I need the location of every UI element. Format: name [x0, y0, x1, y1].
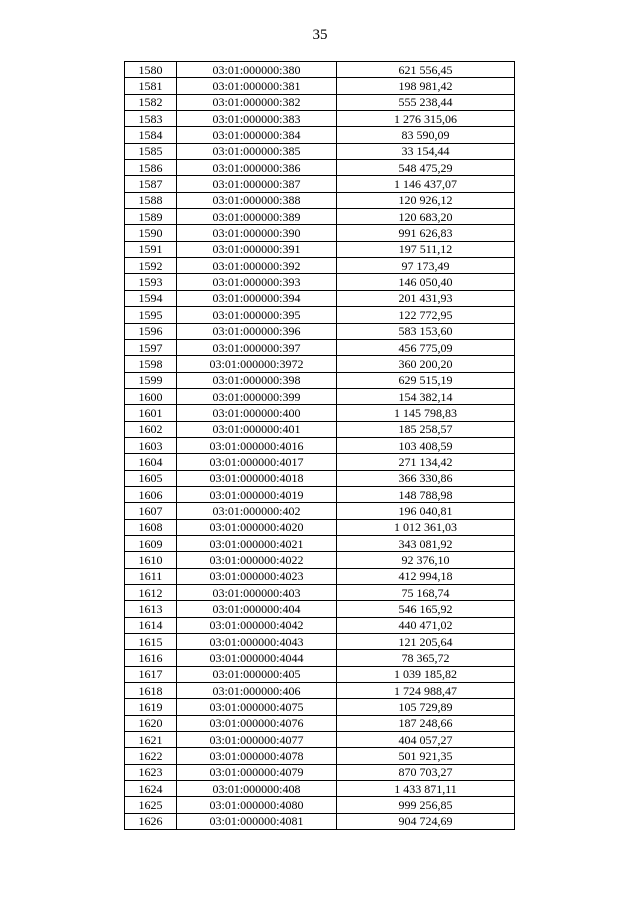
table-row [125, 797, 515, 813]
table-row [125, 62, 515, 78]
table-row [125, 143, 515, 159]
table-row [125, 421, 515, 437]
row-number-cell: 1600 [125, 388, 177, 404]
cadastral-number-cell: 03:01:000000:397 [177, 339, 337, 355]
cadastral-value-table [124, 61, 515, 830]
cadastral-number-cell: 03:01:000000:4081 [177, 813, 337, 829]
row-number-cell: 1620 [125, 715, 177, 731]
cadastral-number-cell: 03:01:000000:408 [177, 781, 337, 797]
row-number-cell: 1622 [125, 748, 177, 764]
row-number-cell: 1614 [125, 617, 177, 633]
cadastral-number-cell: 03:01:000000:4018 [177, 470, 337, 486]
cadastral-number-cell: 03:01:000000:385 [177, 143, 337, 159]
row-number-cell: 1605 [125, 470, 177, 486]
cadastral-value-cell: 1 145 798,83 [337, 405, 515, 421]
table-row [125, 356, 515, 372]
cadastral-value-cell: 583 153,60 [337, 323, 515, 339]
row-number-cell: 1607 [125, 503, 177, 519]
cadastral-number-cell: 03:01:000000:404 [177, 601, 337, 617]
row-number-cell: 1610 [125, 552, 177, 568]
table-row [125, 454, 515, 470]
table-row [125, 813, 515, 829]
cadastral-value-cell: 548 475,29 [337, 160, 515, 176]
cadastral-value-cell: 187 248,66 [337, 715, 515, 731]
row-number-cell: 1599 [125, 372, 177, 388]
cadastral-value-cell: 75 168,74 [337, 585, 515, 601]
cadastral-number-cell: 03:01:000000:4021 [177, 535, 337, 551]
table-row [125, 111, 515, 127]
cadastral-value-cell: 621 556,45 [337, 62, 515, 78]
table-row [125, 160, 515, 176]
row-number-cell: 1592 [125, 258, 177, 274]
cadastral-number-cell: 03:01:000000:383 [177, 111, 337, 127]
table-row [125, 585, 515, 601]
row-number-cell: 1603 [125, 437, 177, 453]
cadastral-number-cell: 03:01:000000:396 [177, 323, 337, 339]
cadastral-value-cell: 92 376,10 [337, 552, 515, 568]
cadastral-number-cell: 03:01:000000:382 [177, 94, 337, 110]
table-row [125, 715, 515, 731]
table-row [125, 274, 515, 290]
table-row [125, 307, 515, 323]
row-number-cell: 1598 [125, 356, 177, 372]
row-number-cell: 1626 [125, 813, 177, 829]
row-number-cell: 1595 [125, 307, 177, 323]
row-number-cell: 1623 [125, 764, 177, 780]
cadastral-number-cell: 03:01:000000:400 [177, 405, 337, 421]
cadastral-number-cell: 03:01:000000:380 [177, 62, 337, 78]
cadastral-value-cell: 105 729,89 [337, 699, 515, 715]
cadastral-number-cell: 03:01:000000:405 [177, 666, 337, 682]
cadastral-value-cell: 1 724 988,47 [337, 683, 515, 699]
table-row [125, 209, 515, 225]
table-row [125, 290, 515, 306]
table-body [125, 62, 515, 830]
table-row [125, 617, 515, 633]
cadastral-number-cell: 03:01:000000:4017 [177, 454, 337, 470]
row-number-cell: 1586 [125, 160, 177, 176]
cadastral-value-cell: 546 165,92 [337, 601, 515, 617]
cadastral-value-cell: 1 146 437,07 [337, 176, 515, 192]
row-number-cell: 1584 [125, 127, 177, 143]
cadastral-value-cell: 271 134,42 [337, 454, 515, 470]
cadastral-value-cell: 440 471,02 [337, 617, 515, 633]
cadastral-number-cell: 03:01:000000:401 [177, 421, 337, 437]
cadastral-value-cell: 120 926,12 [337, 192, 515, 208]
table-row [125, 127, 515, 143]
cadastral-number-cell: 03:01:000000:398 [177, 372, 337, 388]
row-number-cell: 1601 [125, 405, 177, 421]
table-row [125, 225, 515, 241]
table-row [125, 764, 515, 780]
cadastral-value-cell: 148 788,98 [337, 486, 515, 502]
cadastral-number-cell: 03:01:000000:388 [177, 192, 337, 208]
cadastral-number-cell: 03:01:000000:391 [177, 241, 337, 257]
row-number-cell: 1604 [125, 454, 177, 470]
cadastral-number-cell: 03:01:000000:402 [177, 503, 337, 519]
table-row [125, 650, 515, 666]
row-number-cell: 1594 [125, 290, 177, 306]
cadastral-number-cell: 03:01:000000:4080 [177, 797, 337, 813]
cadastral-value-cell: 343 081,92 [337, 535, 515, 551]
cadastral-number-cell: 03:01:000000:406 [177, 683, 337, 699]
row-number-cell: 1596 [125, 323, 177, 339]
table-row [125, 781, 515, 797]
table-row [125, 470, 515, 486]
cadastral-value-cell: 456 775,09 [337, 339, 515, 355]
cadastral-value-cell: 33 154,44 [337, 143, 515, 159]
table-row [125, 388, 515, 404]
row-number-cell: 1616 [125, 650, 177, 666]
cadastral-number-cell: 03:01:000000:4022 [177, 552, 337, 568]
cadastral-number-cell: 03:01:000000:389 [177, 209, 337, 225]
page-number: 35 [312, 27, 328, 43]
cadastral-number-cell: 03:01:000000:4079 [177, 764, 337, 780]
row-number-cell: 1611 [125, 568, 177, 584]
cadastral-number-cell: 03:01:000000:392 [177, 258, 337, 274]
row-number-cell: 1593 [125, 274, 177, 290]
cadastral-number-cell: 03:01:000000:394 [177, 290, 337, 306]
row-number-cell: 1615 [125, 634, 177, 650]
table-row [125, 94, 515, 110]
table-row [125, 732, 515, 748]
table-row [125, 437, 515, 453]
cadastral-value-cell: 999 256,85 [337, 797, 515, 813]
table-row [125, 634, 515, 650]
cadastral-number-cell: 03:01:000000:4076 [177, 715, 337, 731]
cadastral-value-cell: 83 590,09 [337, 127, 515, 143]
row-number-cell: 1587 [125, 176, 177, 192]
cadastral-value-cell: 1 276 315,06 [337, 111, 515, 127]
table-row [125, 519, 515, 535]
row-number-cell: 1588 [125, 192, 177, 208]
cadastral-number-cell: 03:01:000000:4042 [177, 617, 337, 633]
cadastral-number-cell: 03:01:000000:384 [177, 127, 337, 143]
row-number-cell: 1613 [125, 601, 177, 617]
row-number-cell: 1581 [125, 78, 177, 94]
row-number-cell: 1612 [125, 585, 177, 601]
cadastral-number-cell: 03:01:000000:4019 [177, 486, 337, 502]
cadastral-number-cell: 03:01:000000:3972 [177, 356, 337, 372]
table-row [125, 78, 515, 94]
table-row [125, 535, 515, 551]
cadastral-number-cell: 03:01:000000:386 [177, 160, 337, 176]
row-number-cell: 1625 [125, 797, 177, 813]
row-number-cell: 1618 [125, 683, 177, 699]
table-row [125, 503, 515, 519]
row-number-cell: 1580 [125, 62, 177, 78]
table-row [125, 552, 515, 568]
cadastral-number-cell: 03:01:000000:4077 [177, 732, 337, 748]
cadastral-value-cell: 904 724,69 [337, 813, 515, 829]
row-number-cell: 1624 [125, 781, 177, 797]
table-row [125, 241, 515, 257]
row-number-cell: 1591 [125, 241, 177, 257]
cadastral-value-cell: 198 981,42 [337, 78, 515, 94]
cadastral-value-cell: 196 040,81 [337, 503, 515, 519]
row-number-cell: 1608 [125, 519, 177, 535]
table-row [125, 666, 515, 682]
row-number-cell: 1606 [125, 486, 177, 502]
cadastral-value-cell: 1 433 871,11 [337, 781, 515, 797]
cadastral-value-cell: 78 365,72 [337, 650, 515, 666]
table-row [125, 192, 515, 208]
cadastral-value-cell: 185 258,57 [337, 421, 515, 437]
row-number-cell: 1585 [125, 143, 177, 159]
cadastral-value-cell: 404 057,27 [337, 732, 515, 748]
row-number-cell: 1602 [125, 421, 177, 437]
cadastral-value-cell: 555 238,44 [337, 94, 515, 110]
table-row [125, 601, 515, 617]
row-number-cell: 1590 [125, 225, 177, 241]
cadastral-number-cell: 03:01:000000:4078 [177, 748, 337, 764]
cadastral-value-cell: 501 921,35 [337, 748, 515, 764]
cadastral-value-cell: 629 515,19 [337, 372, 515, 388]
table-row [125, 258, 515, 274]
cadastral-value-cell: 991 626,83 [337, 225, 515, 241]
row-number-cell: 1582 [125, 94, 177, 110]
table-row [125, 405, 515, 421]
cadastral-number-cell: 03:01:000000:387 [177, 176, 337, 192]
table-row [125, 339, 515, 355]
cadastral-number-cell: 03:01:000000:4023 [177, 568, 337, 584]
cadastral-number-cell: 03:01:000000:4043 [177, 634, 337, 650]
table-row [125, 323, 515, 339]
cadastral-value-cell: 103 408,59 [337, 437, 515, 453]
table-row [125, 683, 515, 699]
row-number-cell: 1583 [125, 111, 177, 127]
table-row [125, 486, 515, 502]
row-number-cell: 1617 [125, 666, 177, 682]
cadastral-value-cell: 122 772,95 [337, 307, 515, 323]
cadastral-number-cell: 03:01:000000:381 [177, 78, 337, 94]
cadastral-number-cell: 03:01:000000:4016 [177, 437, 337, 453]
table-row [125, 372, 515, 388]
cadastral-number-cell: 03:01:000000:399 [177, 388, 337, 404]
row-number-cell: 1597 [125, 339, 177, 355]
table-row [125, 699, 515, 715]
cadastral-value-cell: 121 205,64 [337, 634, 515, 650]
table-row [125, 748, 515, 764]
cadastral-number-cell: 03:01:000000:395 [177, 307, 337, 323]
cadastral-value-cell: 197 511,12 [337, 241, 515, 257]
cadastral-number-cell: 03:01:000000:390 [177, 225, 337, 241]
cadastral-value-cell: 120 683,20 [337, 209, 515, 225]
cadastral-value-cell: 154 382,14 [337, 388, 515, 404]
cadastral-value-cell: 201 431,93 [337, 290, 515, 306]
cadastral-number-cell: 03:01:000000:4044 [177, 650, 337, 666]
row-number-cell: 1609 [125, 535, 177, 551]
row-number-cell: 1589 [125, 209, 177, 225]
table-row [125, 176, 515, 192]
cadastral-value-cell: 412 994,18 [337, 568, 515, 584]
cadastral-value-cell: 1 039 185,82 [337, 666, 515, 682]
cadastral-value-cell: 870 703,27 [337, 764, 515, 780]
table-row [125, 568, 515, 584]
cadastral-value-cell: 360 200,20 [337, 356, 515, 372]
cadastral-number-cell: 03:01:000000:4020 [177, 519, 337, 535]
cadastral-value-cell: 146 050,40 [337, 274, 515, 290]
cadastral-value-cell: 366 330,86 [337, 470, 515, 486]
cadastral-value-cell: 1 012 361,03 [337, 519, 515, 535]
row-number-cell: 1621 [125, 732, 177, 748]
cadastral-value-cell: 97 173,49 [337, 258, 515, 274]
cadastral-number-cell: 03:01:000000:4075 [177, 699, 337, 715]
row-number-cell: 1619 [125, 699, 177, 715]
cadastral-number-cell: 03:01:000000:393 [177, 274, 337, 290]
cadastral-number-cell: 03:01:000000:403 [177, 585, 337, 601]
